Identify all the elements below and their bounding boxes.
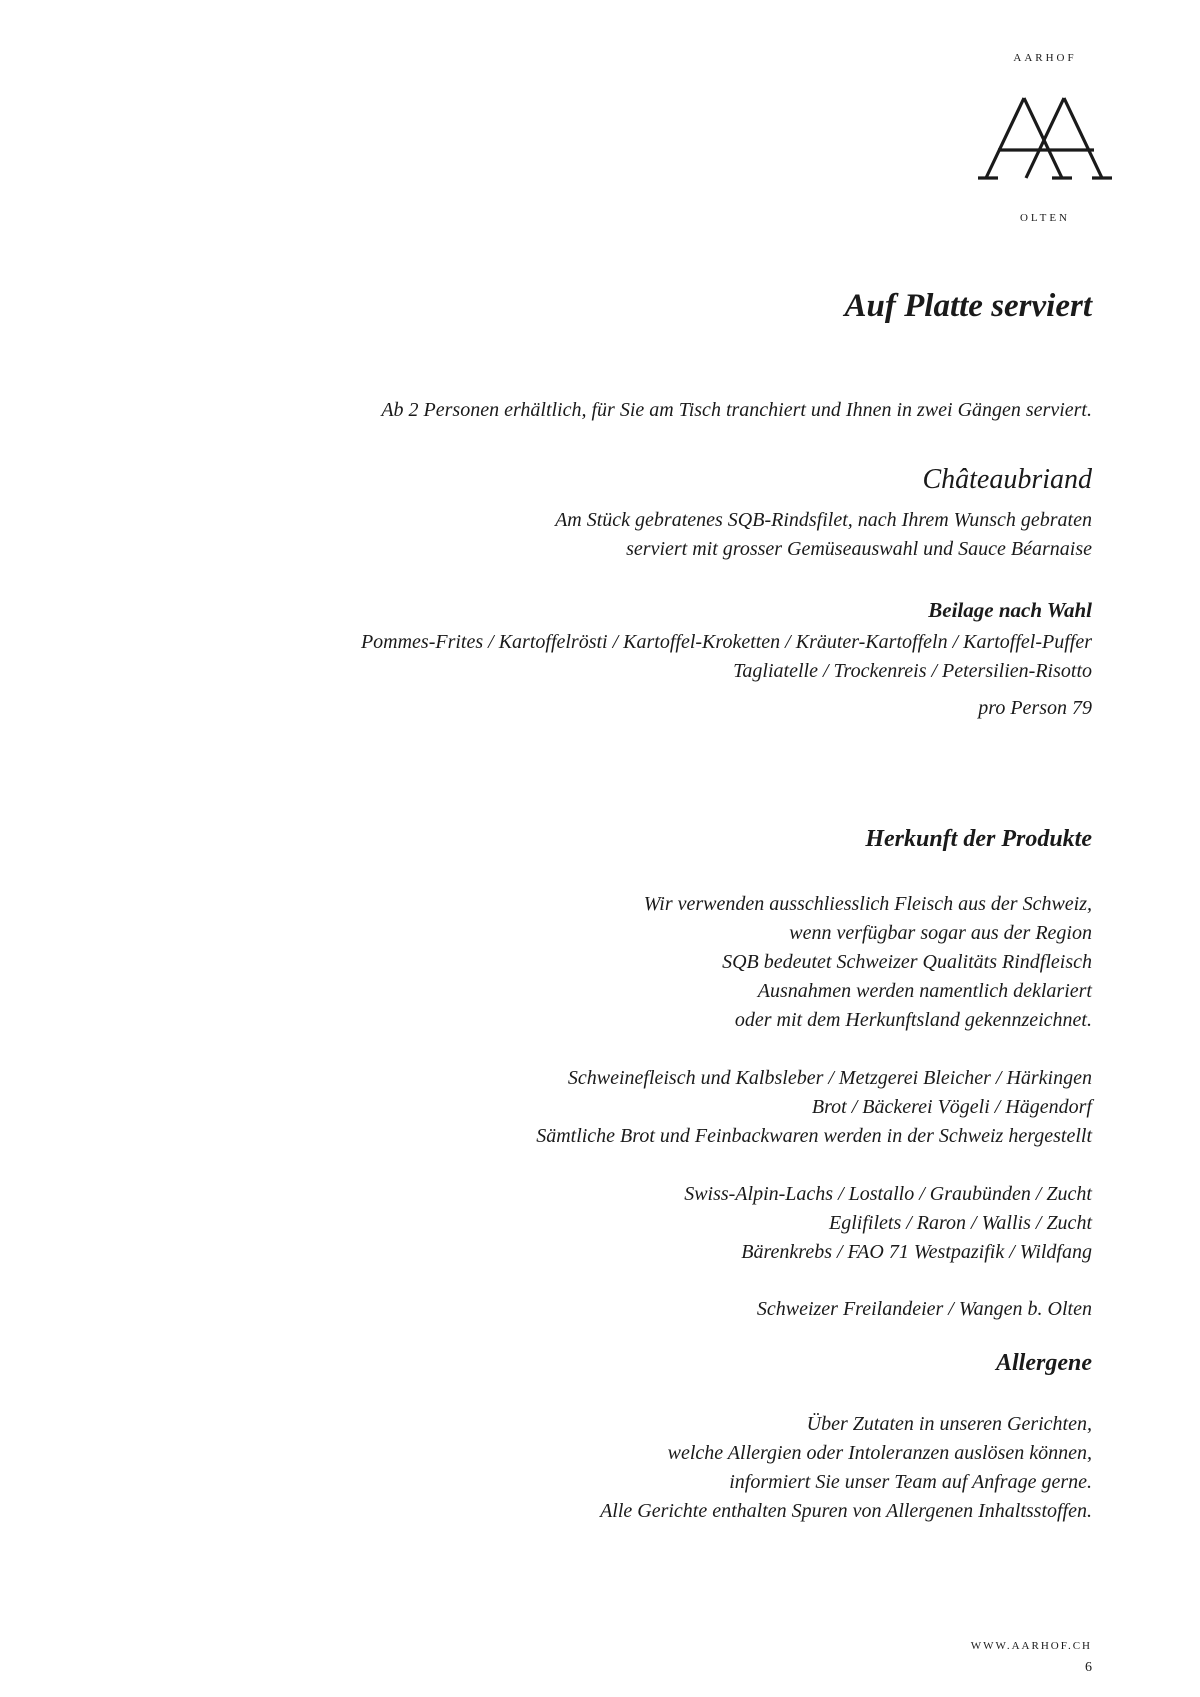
fish-origin-line: Swiss-Alpin-Lachs / Lostallo / Graubünden / Zucht <box>684 1183 1092 1205</box>
fish-origin-line: Eglifilets / Raron / Wallis / Zucht <box>829 1212 1092 1234</box>
allergens-line: Über Zutaten in unseren Gerichten, <box>806 1413 1092 1435</box>
sides-line: Tagliatelle / Trockenreis / Petersilien-Risotto <box>733 660 1092 682</box>
allergens-line: Alle Gerichte enthalten Spuren von Allergenen Inhaltsstoffen. <box>600 1500 1092 1522</box>
brand-location: OLTEN <box>1019 212 1071 224</box>
allergens-line: informiert Sie unser Team auf Anfrage gerne. <box>729 1471 1092 1493</box>
dish-description-line: serviert mit grosser Gemüseauswahl und Sauce Béarnaise <box>626 538 1092 560</box>
origin-text-line: Ausnahmen werden namentlich deklariert <box>757 980 1092 1002</box>
origin-text-line: wenn verfügbar sogar aus der Region <box>789 922 1092 944</box>
dish-price: pro Person 79 <box>978 697 1092 719</box>
sides-line: Pommes-Frites / Kartoffelrösti / Kartoffel-Kroketten / Kräuter-Kartoffeln / Kartoffel-Puffer <box>360 631 1092 653</box>
page-number: 6 <box>1085 1660 1092 1675</box>
page-title: Auf Platte serviert <box>844 288 1092 324</box>
intro-text: Ab 2 Personen erhältlich, für Sie am Tisch tranchiert und Ihnen in zwei Gängen serviert. <box>381 399 1092 421</box>
dish-description-line: Am Stück gebratenes SQB-Rindsfilet, nach Ihrem Wunsch gebraten <box>555 509 1092 531</box>
egg-origin-line: Schweizer Freilandeier / Wangen b. Olten <box>756 1298 1092 1320</box>
supplier-line: Schweinefleisch und Kalbsleber / Metzgerei Bleicher / Härkingen <box>567 1067 1092 1089</box>
allergens-heading: Allergene <box>996 1350 1092 1376</box>
origin-text-line: Wir verwenden ausschliesslich Fleisch aus der Schweiz, <box>643 893 1092 915</box>
origin-text-line: oder mit dem Herkunftsland gekennzeichnet. <box>734 1009 1092 1031</box>
website-url: WWW.AARHOF.CH <box>970 1640 1092 1652</box>
aarhof-logo-icon <box>976 92 1116 184</box>
origin-text-line: SQB bedeutet Schweizer Qualitäts Rindfleisch <box>722 951 1092 973</box>
supplier-line: Sämtliche Brot und Feinbackwaren werden in der Schweiz hergestellt <box>536 1125 1092 1147</box>
supplier-line: Brot / Bäckerei Vögeli / Hägendorf <box>811 1096 1092 1118</box>
origin-heading: Herkunft der Produkte <box>865 826 1092 852</box>
dish-name: Châteaubriand <box>922 464 1092 495</box>
sides-heading: Beilage nach Wahl <box>928 598 1092 622</box>
fish-origin-line: Bärenkrebs / FAO 71 Westpazifik / Wildfang <box>741 1241 1092 1263</box>
allergens-line: welche Allergien oder Intoleranzen auslösen können, <box>667 1442 1092 1464</box>
brand-name: AARHOF <box>1013 52 1077 64</box>
